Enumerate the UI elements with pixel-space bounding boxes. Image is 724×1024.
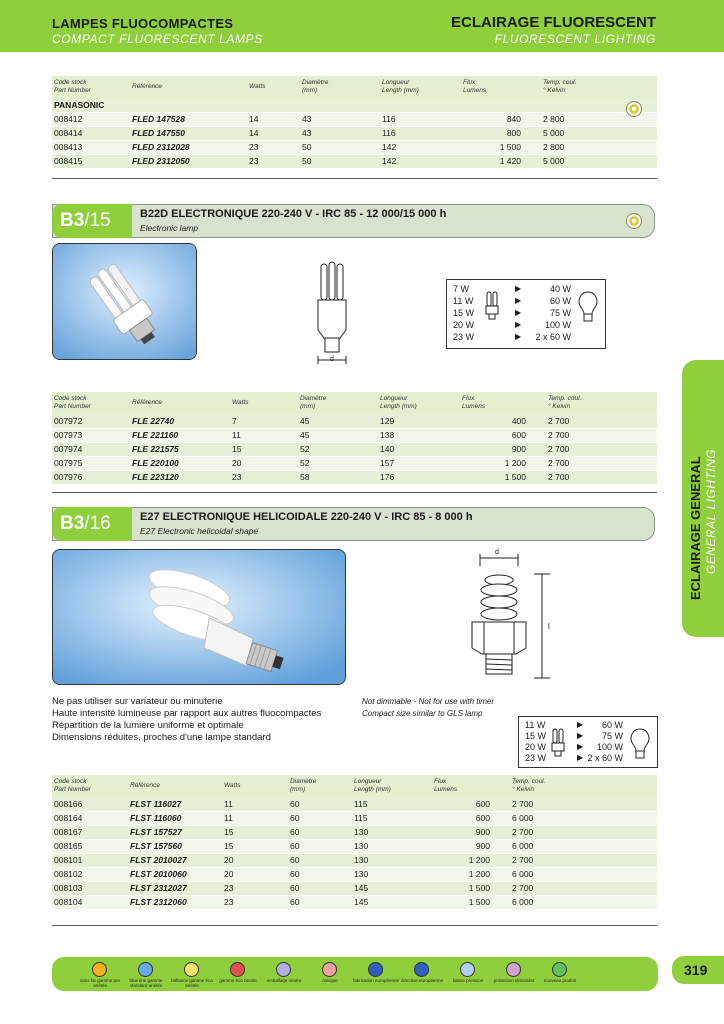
reference: FLST 2312027 bbox=[128, 881, 222, 895]
lamp-type-icon bbox=[627, 102, 641, 116]
flux: 600 bbox=[432, 811, 510, 825]
reference: FLST 2312060 bbox=[128, 895, 222, 909]
part-number: 008103 bbox=[52, 881, 128, 895]
table-row bbox=[52, 895, 657, 909]
length: 115 bbox=[352, 811, 432, 825]
table-row bbox=[52, 470, 657, 484]
feature-line: Ne pas utiliser sur variateur ou minuterie bbox=[52, 696, 223, 707]
table-row bbox=[52, 825, 657, 839]
section-title: ECLAIRAGE FLUORESCENT bbox=[450, 14, 656, 31]
table-header: Code stock Part Number Référence Watts Diamètre (mm) Longueur Length (mm) Flux Lumens Temp. coul. ° Kelvin bbox=[52, 775, 657, 797]
category-subtitle: COMPACT FLUORESCENT LAMPS bbox=[52, 32, 263, 46]
low-pressure-icon bbox=[460, 962, 475, 977]
packaging-icon bbox=[276, 962, 291, 977]
flux: 800 bbox=[461, 126, 541, 140]
diameter: 58 bbox=[298, 470, 378, 484]
length: 130 bbox=[352, 825, 432, 839]
color-temperature: 6 000 bbox=[510, 867, 657, 881]
table-row bbox=[52, 428, 657, 442]
incandescent-wattage: 100 W bbox=[544, 320, 571, 330]
legend-label: protection ultraviolet bbox=[493, 978, 535, 983]
length: 157 bbox=[378, 456, 460, 470]
cfl-wattage: 20 W bbox=[453, 320, 475, 330]
flux: 600 bbox=[460, 428, 546, 442]
table-header: Code stock Part Number Référence Watts Diamètre (mm) Longueur Length (mm) Flux Lumens Temp. coul. ° Kelvin bbox=[52, 392, 657, 414]
flux: 1 200 bbox=[460, 456, 546, 470]
cfl-lamp-icon bbox=[485, 290, 499, 320]
incandescent-wattage: 40 W bbox=[549, 284, 571, 294]
section-subtitle: FLUORESCENT LIGHTING bbox=[494, 32, 656, 46]
color-temperature: 5 000 bbox=[541, 154, 657, 168]
part-number: 008164 bbox=[52, 811, 128, 825]
arrow-right-icon: ▶ bbox=[515, 332, 522, 341]
feature-line: Not dimmable - Not for use with timer bbox=[362, 697, 495, 706]
flux: 400 bbox=[460, 414, 546, 428]
watts: 23 bbox=[247, 154, 300, 168]
watts: 20 bbox=[230, 456, 298, 470]
diameter: 60 bbox=[288, 797, 352, 811]
table-row bbox=[52, 867, 657, 881]
reference: FLED 2312050 bbox=[130, 154, 247, 168]
section-code: B3/16 bbox=[60, 513, 111, 534]
feature-line: Dimensions réduites, proches d'une lampe standard bbox=[52, 732, 271, 743]
incandescent-bulb-icon bbox=[577, 290, 599, 324]
arrow-right-icon: ▶ bbox=[577, 742, 584, 751]
color-temperature: 2 700 bbox=[510, 797, 657, 811]
length: 116 bbox=[380, 112, 461, 126]
reference: FLE 223120 bbox=[130, 470, 230, 484]
brand-row: PANASONIC bbox=[52, 98, 657, 112]
part-number: 008415 bbox=[52, 154, 130, 168]
feature-line: Compact size similar to GLS lamp bbox=[362, 709, 483, 718]
watts: 15 bbox=[222, 839, 288, 853]
incandescent-wattage: 60 W bbox=[601, 720, 623, 730]
cfl-wattage: 20 W bbox=[525, 742, 547, 752]
length: 130 bbox=[352, 853, 432, 867]
side-tab-title: ECLAIRAGE GENERAL bbox=[688, 456, 703, 600]
diameter: 45 bbox=[298, 428, 378, 442]
watts: 23 bbox=[222, 881, 288, 895]
product-photo-b22d bbox=[52, 243, 197, 360]
wattage-equivalence-e27 bbox=[518, 716, 658, 768]
side-tab-subtitle: GENERAL LIGHTING bbox=[704, 448, 718, 574]
watts: 15 bbox=[222, 825, 288, 839]
product-photo-e27 bbox=[52, 549, 346, 685]
panasonic-table bbox=[52, 76, 657, 169]
table-row bbox=[52, 414, 657, 428]
reference: FLST 2010060 bbox=[128, 867, 222, 881]
diameter: 60 bbox=[288, 881, 352, 895]
reference: FLST 116060 bbox=[128, 811, 222, 825]
color-temperature: 6 000 bbox=[510, 839, 657, 853]
watts: 23 bbox=[230, 470, 298, 484]
table-row bbox=[52, 853, 657, 867]
diameter: 43 bbox=[300, 112, 380, 126]
features-french bbox=[52, 696, 346, 744]
cfl-wattage: 15 W bbox=[453, 308, 475, 318]
part-number: 008166 bbox=[52, 797, 128, 811]
part-number: 007973 bbox=[52, 428, 130, 442]
color-temperature: 2 700 bbox=[510, 825, 657, 839]
reference: FLE 220100 bbox=[130, 456, 230, 470]
section-title-b22d: B22D ELECTRONIQUE 220-240 V - IRC 85 - 12 000/15 000 h bbox=[140, 208, 447, 220]
color-temperature: 2 700 bbox=[546, 414, 657, 428]
arrow-right-icon: ▶ bbox=[515, 308, 522, 317]
cfl-lamp-icon bbox=[551, 727, 565, 757]
brand-icon bbox=[322, 962, 337, 977]
wattage-equivalence-b22d bbox=[446, 279, 606, 349]
watts: 20 bbox=[222, 853, 288, 867]
color-temperature: 2 800 bbox=[541, 112, 657, 126]
watts: 11 bbox=[230, 428, 298, 442]
cfl-wattage: 11 W bbox=[525, 720, 546, 730]
table-row bbox=[52, 456, 657, 470]
reference: FLED 2312028 bbox=[130, 140, 247, 154]
part-number: 007972 bbox=[52, 414, 130, 428]
equivalence-row bbox=[447, 332, 605, 344]
color-temperature: 6 000 bbox=[510, 811, 657, 825]
feature-line: Répartition de la lumière uniforme et optimale bbox=[52, 720, 244, 731]
dimension-label-d: d bbox=[495, 549, 499, 556]
dimension-diagram-e27 bbox=[462, 552, 562, 686]
length: 130 bbox=[352, 867, 432, 881]
flux: 1 420 bbox=[461, 154, 541, 168]
divider bbox=[52, 178, 657, 179]
legend-label: basse pression bbox=[452, 978, 484, 983]
incandescent-wattage: 100 W bbox=[596, 742, 623, 752]
divider bbox=[52, 492, 657, 493]
arrow-right-icon: ▶ bbox=[577, 731, 584, 740]
table-row bbox=[52, 112, 657, 126]
dimension-label-l: l bbox=[548, 622, 550, 631]
arrow-right-icon: ▶ bbox=[577, 753, 584, 762]
color-temperature: 5 000 bbox=[541, 126, 657, 140]
flux: 1 500 bbox=[432, 881, 510, 895]
watts: 23 bbox=[222, 895, 288, 909]
feature-line: Haute intensité lumineuse par rapport aux autres fluocompactes bbox=[52, 708, 322, 719]
color-temperature: 6 000 bbox=[510, 895, 657, 909]
arrow-right-icon: ▶ bbox=[577, 720, 584, 729]
incandescent-wattage: 75 W bbox=[549, 308, 571, 318]
color-temperature: 2 700 bbox=[546, 442, 657, 456]
length: 176 bbox=[378, 470, 460, 484]
length: 138 bbox=[378, 428, 460, 442]
color-temperature: 2 800 bbox=[541, 140, 657, 154]
diameter: 45 bbox=[298, 414, 378, 428]
part-number: 008167 bbox=[52, 825, 128, 839]
watts: 15 bbox=[230, 442, 298, 456]
reference: FLST 157527 bbox=[128, 825, 222, 839]
table-row bbox=[52, 811, 657, 825]
part-number: 008165 bbox=[52, 839, 128, 853]
dimension-label: d bbox=[330, 356, 334, 363]
new-product-icon bbox=[552, 962, 567, 977]
e27-table bbox=[52, 775, 657, 910]
legend-label: brillance gamme éco ariétés bbox=[171, 978, 213, 988]
incandescent-wattage: 75 W bbox=[601, 731, 623, 741]
reference: FLST 116027 bbox=[128, 797, 222, 811]
length: 145 bbox=[352, 881, 432, 895]
watts: 20 bbox=[222, 867, 288, 881]
diameter: 60 bbox=[288, 811, 352, 825]
length: 145 bbox=[352, 895, 432, 909]
diameter: 52 bbox=[298, 456, 378, 470]
table-row bbox=[52, 881, 657, 895]
b22d-table bbox=[52, 392, 657, 485]
part-number: 007974 bbox=[52, 442, 130, 456]
section-subtitle-b22d: Electronic lamp bbox=[140, 223, 199, 233]
brilliance-icon bbox=[184, 962, 199, 977]
part-number: 008414 bbox=[52, 126, 130, 140]
table-row bbox=[52, 140, 657, 154]
length: 140 bbox=[378, 442, 460, 456]
arrow-right-icon: ▶ bbox=[515, 284, 522, 293]
incandescent-wattage: 60 W bbox=[549, 296, 571, 306]
cfl-wattage: 15 W bbox=[525, 731, 547, 741]
part-number: 007975 bbox=[52, 456, 130, 470]
diameter: 60 bbox=[288, 853, 352, 867]
legend-label: blue line gamme standard ariétés bbox=[129, 978, 163, 988]
reference: FLST 2010027 bbox=[128, 853, 222, 867]
legend-label: sans for gamme pro ariétés bbox=[79, 978, 121, 988]
reference: FLED 147550 bbox=[130, 126, 247, 140]
length: 130 bbox=[352, 839, 432, 853]
divider bbox=[52, 925, 657, 926]
diameter: 50 bbox=[300, 140, 380, 154]
reference: FLE 221160 bbox=[130, 428, 230, 442]
reference: FLE 22740 bbox=[130, 414, 230, 428]
sun-icon bbox=[92, 962, 107, 977]
length: 142 bbox=[380, 140, 461, 154]
diameter: 60 bbox=[288, 825, 352, 839]
watts: 7 bbox=[230, 414, 298, 428]
reference: FLE 221575 bbox=[130, 442, 230, 456]
flux: 900 bbox=[432, 825, 510, 839]
section-subtitle-e27: E27 Electronic helicoidal shape bbox=[140, 526, 259, 536]
page-header bbox=[0, 0, 724, 52]
legend-label: nouveau produit bbox=[543, 978, 577, 983]
cfl-wattage: 23 W bbox=[453, 332, 475, 342]
reference: FLED 147528 bbox=[130, 112, 247, 126]
watts: 23 bbox=[247, 140, 300, 154]
arrow-right-icon: ▶ bbox=[515, 320, 522, 329]
length: 115 bbox=[352, 797, 432, 811]
flux: 1 200 bbox=[432, 853, 510, 867]
blue-lamp-icon bbox=[138, 962, 153, 977]
incandescent-wattage: 2 x 60 W bbox=[535, 332, 571, 342]
directive-icon bbox=[414, 962, 429, 977]
color-temperature: 2 700 bbox=[546, 428, 657, 442]
part-number: 008413 bbox=[52, 140, 130, 154]
section-code: B3/15 bbox=[60, 210, 111, 231]
cfl-wattage: 23 W bbox=[525, 753, 547, 763]
neutral-icon bbox=[230, 962, 245, 977]
flux: 900 bbox=[460, 442, 546, 456]
diameter: 50 bbox=[300, 154, 380, 168]
color-temperature: 2 700 bbox=[546, 470, 657, 484]
length: 129 bbox=[378, 414, 460, 428]
legend-label: directive européenne bbox=[400, 978, 444, 983]
flux: 840 bbox=[461, 112, 541, 126]
color-temperature: 2 700 bbox=[510, 881, 657, 895]
dimension-diagram-b22d bbox=[308, 256, 358, 368]
diameter: 52 bbox=[298, 442, 378, 456]
incandescent-wattage: 2 x 60 W bbox=[587, 753, 623, 763]
table-row bbox=[52, 126, 657, 140]
watts: 14 bbox=[247, 112, 300, 126]
page-number: 319 bbox=[672, 956, 724, 984]
legend-label: marque bbox=[322, 978, 338, 983]
length: 116 bbox=[380, 126, 461, 140]
legend-label: emballage neutre bbox=[266, 978, 302, 983]
table-row bbox=[52, 154, 657, 168]
uv-protection-icon bbox=[506, 962, 521, 977]
category-title: LAMPES FLUOCOMPACTES bbox=[52, 16, 234, 31]
incandescent-bulb-icon bbox=[629, 727, 651, 761]
flux: 900 bbox=[432, 839, 510, 853]
flux: 1 200 bbox=[432, 867, 510, 881]
cfl-wattage: 7 W bbox=[453, 284, 470, 294]
flux: 1 500 bbox=[432, 895, 510, 909]
diameter: 43 bbox=[300, 126, 380, 140]
flux: 1 500 bbox=[461, 140, 541, 154]
legend-label: gamme éco neutre bbox=[219, 978, 257, 983]
part-number: 008412 bbox=[52, 112, 130, 126]
table-row bbox=[52, 797, 657, 811]
flux: 600 bbox=[432, 797, 510, 811]
table-row bbox=[52, 442, 657, 456]
reference: FLST 157560 bbox=[128, 839, 222, 853]
diameter: 60 bbox=[288, 895, 352, 909]
part-number: 008102 bbox=[52, 867, 128, 881]
part-number: 008104 bbox=[52, 895, 128, 909]
section-title-e27: E27 ELECTRONIQUE HELICOIDALE 220-240 V - IRC 85 - 8 000 h bbox=[140, 511, 473, 523]
color-temperature: 2 700 bbox=[546, 456, 657, 470]
diameter: 60 bbox=[288, 839, 352, 853]
table-header: Code stock Part Number Référence Watts Diamètre (mm) Longueur Length (mm) Flux Lumens Temp. coul. ° Kelvin bbox=[52, 76, 657, 98]
color-temperature: 2 700 bbox=[510, 853, 657, 867]
watts: 11 bbox=[222, 797, 288, 811]
diameter: 60 bbox=[288, 867, 352, 881]
features-english bbox=[362, 696, 494, 720]
legend-label: fabrication européenne bbox=[352, 978, 400, 983]
part-number: 007976 bbox=[52, 470, 130, 484]
flux: 1 500 bbox=[460, 470, 546, 484]
lamp-type-icon bbox=[627, 214, 641, 228]
watts: 14 bbox=[247, 126, 300, 140]
table-row bbox=[52, 839, 657, 853]
watts: 11 bbox=[222, 811, 288, 825]
european-icon bbox=[368, 962, 383, 977]
arrow-right-icon: ▶ bbox=[515, 296, 522, 305]
length: 142 bbox=[380, 154, 461, 168]
cfl-wattage: 11 W bbox=[453, 296, 474, 306]
part-number: 008101 bbox=[52, 853, 128, 867]
